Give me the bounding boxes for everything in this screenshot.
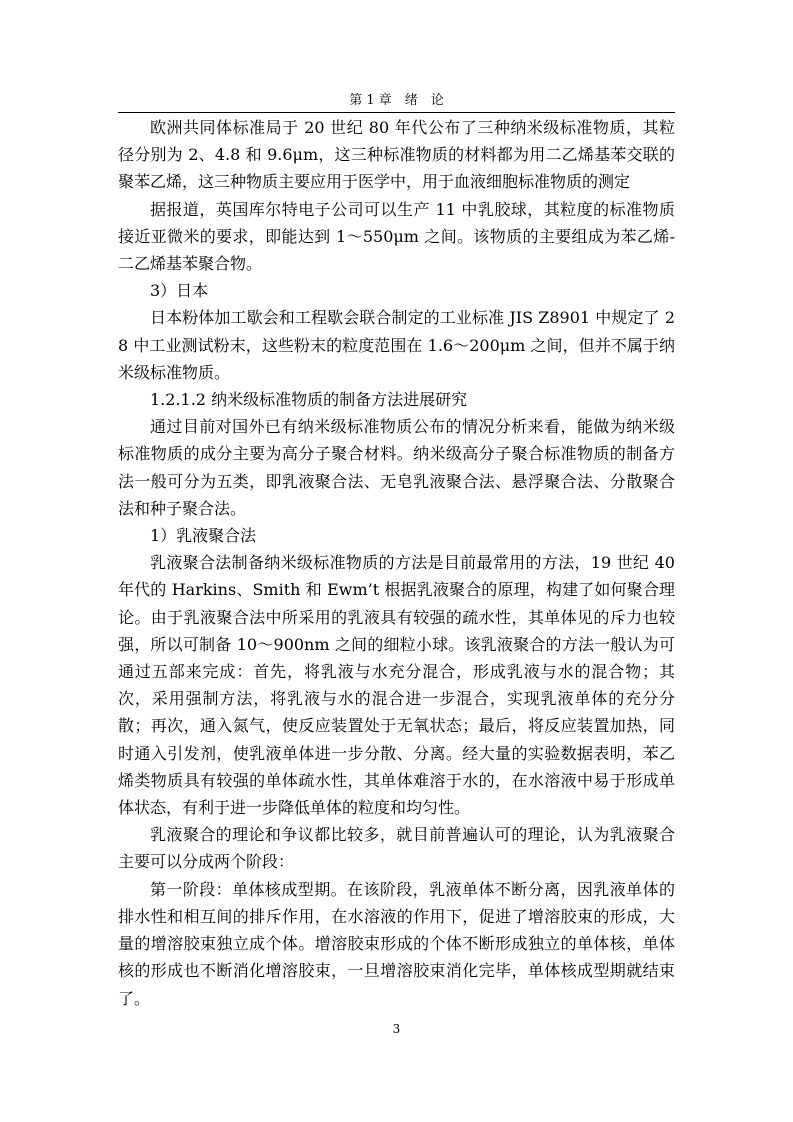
section-heading: 3）日本 [150, 281, 209, 301]
body-text [118, 114, 675, 1012]
paragraph: 通过目前对国外已有纳米级标准物质公布的情况分析来看，能做为纳米级标准物质的成分主要为高分子聚合材料。纳米级高分子聚合标准物质的制备方法一般可分为五类，即乳液聚合法、无皂乳液聚合法、悬浮聚合法、分散聚合法和种子聚合法。 [118, 417, 675, 518]
paragraph: 欧洲共同体标准局于 20 世纪 80 年代公布了三种纳米级标准物质，其粒径分别为 2、4.8 和 9.6μm，这三种标准物质的材料都为用二乙烯基苯交联的聚苯乙烯，这三种物质主要应用于医学中，用于血液细胞标准物质的测定 [118, 118, 675, 192]
section-heading: 1.2.1.2 纳米级标准物质的制备方法进展研究 [150, 390, 468, 410]
paragraph: 第一阶段：单体核成型期。在该阶段，乳液单体不断分离，因乳液单体的排水性和相互间的排斥作用，在水溶液的作用下，促进了增溶胶束的形成，大量的增溶胶束独立成个体。增溶胶束形成的个体不断形成独立的单体核，单体核的形成也不断消化增溶胶束，一旦增溶胶束消化完毕，单体核成型期就结束了。 [118, 879, 675, 1008]
paragraph: 据报道，英国库尔特电子公司可以生产 11 中乳胶球，其粒度的标准物质接近亚微米的要求，即能达到 1～550μm 之间。该物质的主要组成为苯乙烯-二乙烯基苯聚合物。 [118, 199, 675, 274]
paragraph: 乳液聚合的理论和争议都比较多，就目前普遍认可的理论，认为乳液聚合主要可以分成两个阶段： [118, 825, 675, 872]
section-heading: 1）乳液聚合法 [150, 526, 257, 546]
page-number: 3 [392, 1022, 401, 1036]
paragraph: 乳液聚合法制备纳米级标准物质的方法是目前最常用的方法，19 世纪 40 年代的 Harkins、Smith 和 Ewm’t 根据乳液聚合的原理，构建了如何聚合理论。由于乳液聚合法中所采用的乳液具有较强的疏水性，其单体见的斥力也较强，所以可制备 10～900nm 之间的细粒小球。该乳液聚合的方法一般认为可通过五部来完成：首先，将乳液与水充分混合，形成乳液与水的混合物；其次，采用强制方法，将乳液与水的混合进一步混合，实现乳液单体的充分分散；再次，通入氮气，使反应装置处于无氧状态；最后，将反应装置加热，同时通入引发剂，使乳液单体进一步分散、分离。经大量的实验数据表明，苯乙烯类物质具有较强的单体疏水性，其单体难溶于水的，在水溶液中易于形成单体状态，有利于进一步降低单体的粒度和均匀性。 [118, 553, 675, 818]
paragraph: 日本粉体加工歇会和工程歇会联合制定的工业标准 JIS Z8901 中规定了 28 中工业测试粉末，这些粉末的粒度范围在 1.6～200μm 之间，但并不属于纳米级标准物质。 [118, 308, 675, 382]
header-rule [118, 112, 675, 113]
running-header: 第 1 章 绪 论 [349, 93, 444, 108]
